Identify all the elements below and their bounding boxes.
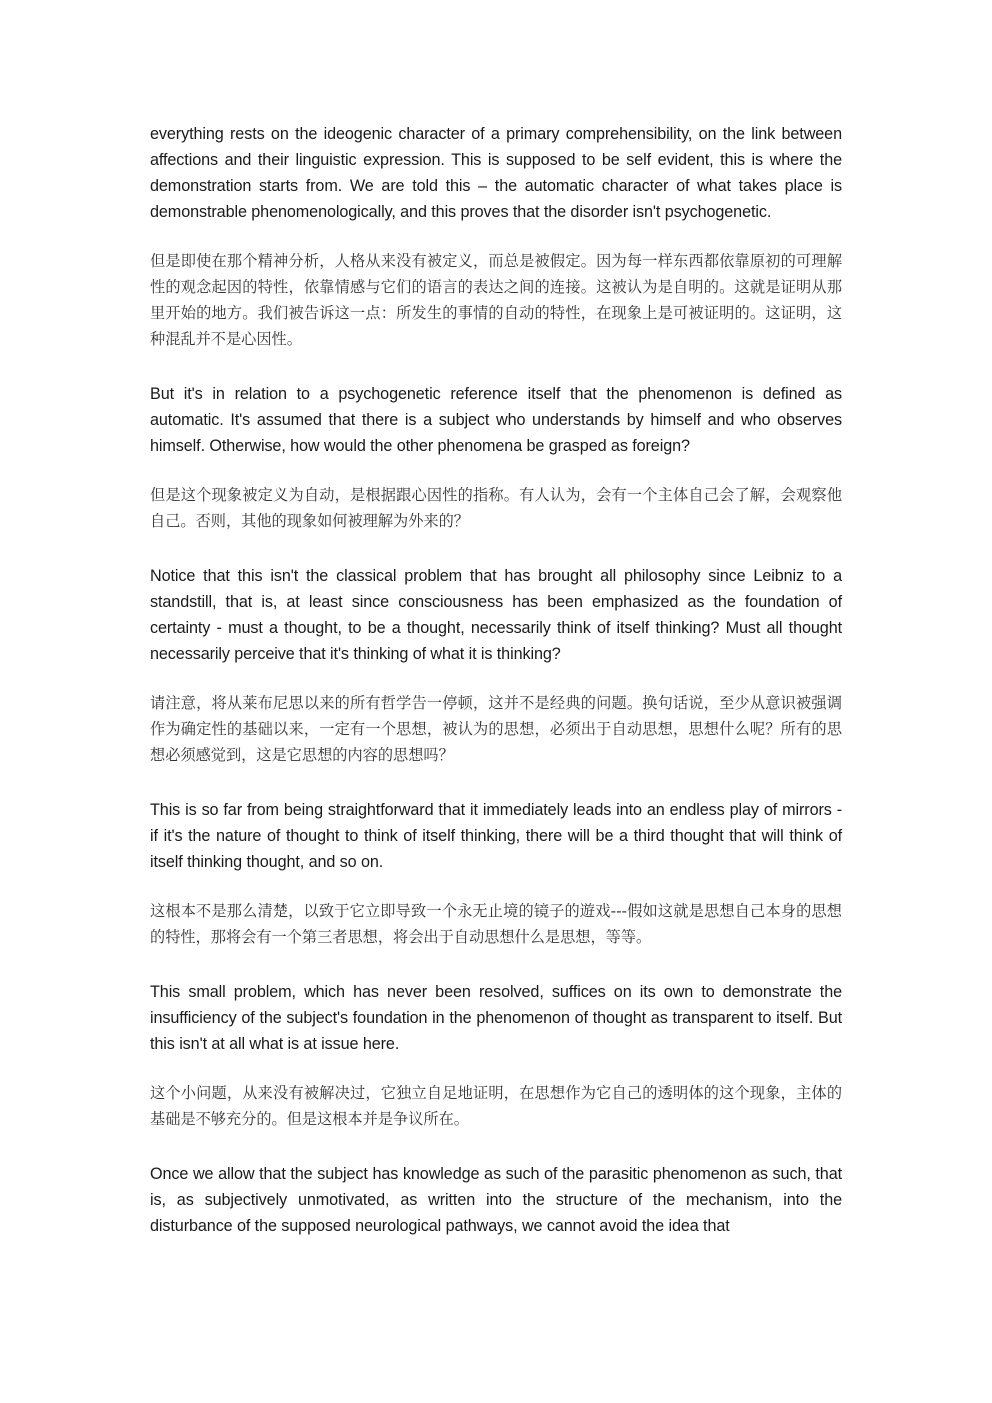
paragraph-en-2: But it's in relation to a psychogenetic reference itself that the phenomenon is defined as automatic. It's assumed that there is a subject who understands by himself and who observes himself. Otherwise, how would the other phenomena be grasped as foreign? (150, 385, 842, 455)
paragraph-en-6: Once we allow that the subject has knowledge as such of the parasitic phenomenon as such, that is, as subjectively unmotivated, as written into the structure of the mechanism, into the disturbance of the supposed neurological pathways, we cannot avoid the idea that (150, 1165, 842, 1235)
paragraph-zh-1: 但是即使在那个精神分析，人格从来没有被定义，而总是被假定。因为每一样东西都依靠原初的可理解性的观念起因的特性，依靠情感与它们的语言的表达之间的连接。这被认为是自明的。这就是证明从那里开始的地方。我们被告诉这一点：所发生的事情的自动的特性，在现象上是可被证明的。这证明，这种混乱并不是心因性。 (150, 252, 842, 348)
paragraph-en-5: This small problem, which has never been resolved, suffices on its own to demonstrate the insufficiency of the subject's foundation in the phenomenon of thought as transparent to itself. But this isn't at all what is at issue here. (150, 983, 842, 1053)
paragraph-en-3: Notice that this isn't the classical problem that has brought all philosophy since Leibniz to a standstill, that is, at least since consciousness has been emphasized as the foundation of certainty - must a thought, to be a thought, necessarily think of itself thinking? Must all thought necessarily perceive that it's thinking of what it is thinking? (150, 567, 842, 663)
paragraph-zh-5: 这个小问题，从来没有被解决过，它独立自足地证明，在思想作为它自己的透明体的这个现象，主体的基础是不够充分的。但是这根本并是争议所在。 (150, 1084, 842, 1128)
paragraph-zh-3: 请注意，将从莱布尼思以来的所有哲学告一停顿，这并不是经典的问题。换句话说，至少从意识被强调作为确定性的基础以来，一定有一个思想，被认为的思想，必须出于自动思想，思想什么呢？所有的思想必须感觉到，这是它思想的内容的思想吗？ (150, 694, 842, 764)
paragraph-en-4: This is so far from being straightforward that it immediately leads into an endless play of mirrors - if it's the nature of thought to think of itself thinking, there will be a third thought that will think of itself thinking thought, and so on. (150, 801, 842, 871)
paragraph-zh-2: 但是这个现象被定义为自动，是根据跟心因性的指称。有人认为，会有一个主体自己会了解，会观察他自己。否则，其他的现象如何被理解为外来的？ (150, 486, 842, 530)
paragraph-zh-4: 这根本不是那么清楚，以致于它立即导致一个永无止境的镜子的遊戏---假如这就是思想自己本身的思想的特性，那将会有一个第三者思想，将会出于自动思想什么是思想，等等。 (150, 902, 842, 946)
paragraph-en-1: everything rests on the ideogenic character of a primary comprehensibility, on the link between affections and their linguistic expression. This is supposed to be self evident, this is where the demonstration starts from. We are told this – the automatic character of what takes place is demonstrable phenomenologically, and this proves that the disorder isn't psychogenetic. (150, 125, 842, 221)
document-page (150, 121, 842, 1239)
